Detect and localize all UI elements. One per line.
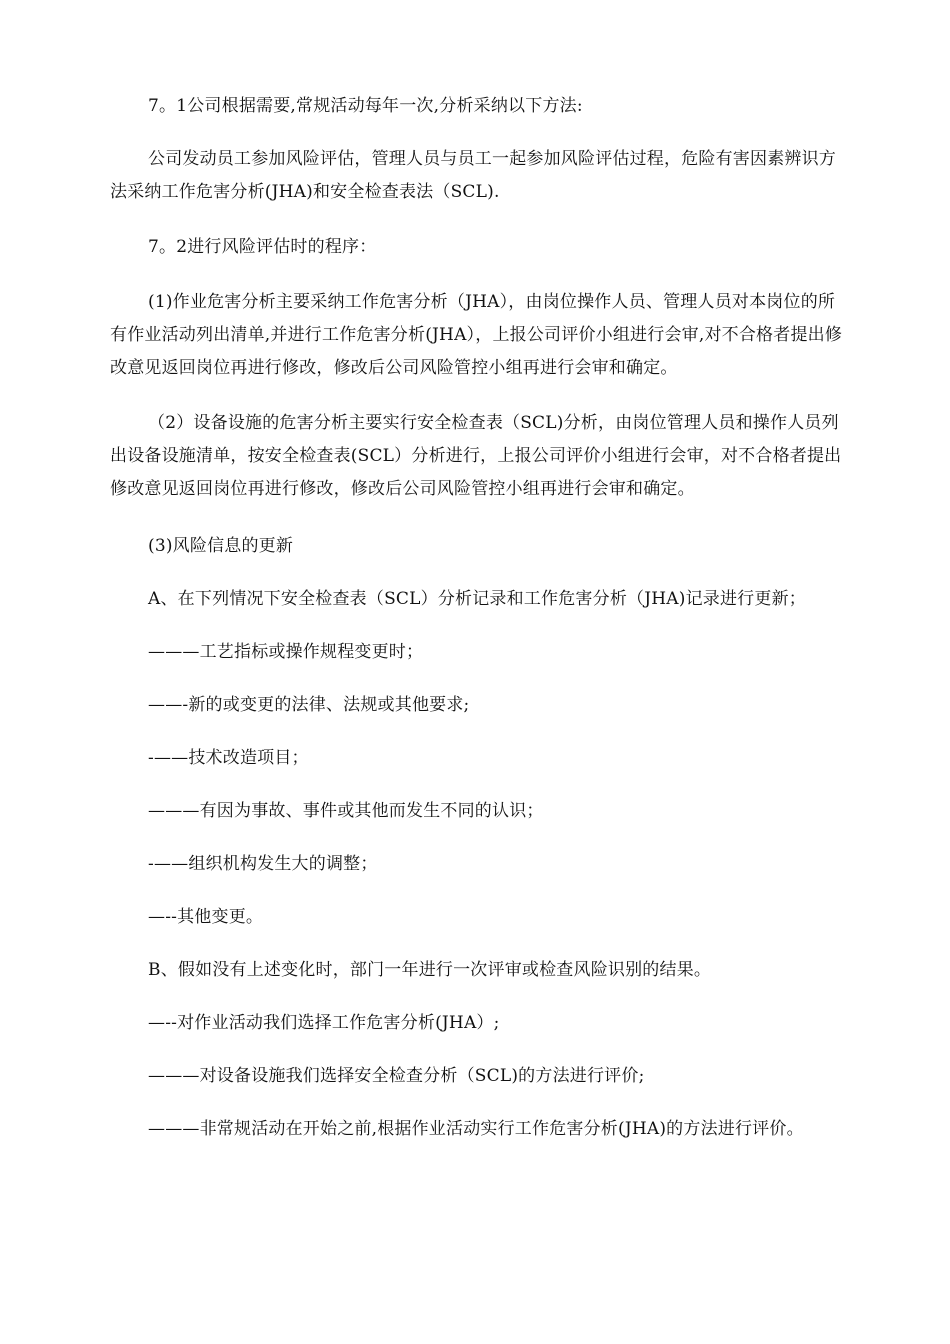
- list-item: -——组织机构发生大的调整；: [148, 854, 378, 874]
- method-paragraph: 公司发动员工参加风险评估，管理人员与员工一起参加风险评估过程，危险有害因素辨识方法采纳工作危害分析(JHA)和安全检查表法（SCL).: [110, 149, 836, 202]
- section-7-2-heading: 7。2进行风险评估时的程序：: [148, 237, 377, 257]
- list-item: —--其他变更。: [148, 907, 264, 927]
- document-page: [110, 90, 850, 1146]
- item-3-heading: (3)风险信息的更新: [148, 536, 294, 556]
- section-7-1-heading: 7。1公司根据需要,常规活动每年一次,分析采纳以下方法:: [148, 96, 583, 116]
- item-2-paragraph: （2）设备设施的危害分析主要实行安全检查表（SCL)分析，由岗位管理人员和操作人员列出设备设施清单，按安全检查表(SCL）分析进行，上报公司评价小组进行会审，对不合格者提出修改意见返回岗位再进行修改，修改后公司风险管控小组再进行会审和确定。: [110, 413, 842, 499]
- list-item: —--对作业活动我们选择工作危害分析(JHA）;: [148, 1013, 500, 1033]
- review-paragraph-b: B、假如没有上述变化时，部门一年进行一次评审或检查风险识别的结果。: [148, 960, 712, 980]
- item-1-paragraph: (1)作业危害分析主要采纳工作危害分析（JHA），由岗位操作人员、管理人员对本岗位的所有作业活动列出清单,并进行工作危害分析(JHA），上报公司评价小组进行会审,对不合格者提出修改意见返回岗位再进行修改，修改后公司风险管控小组再进行会审和确定。: [110, 292, 843, 378]
- list-item: ———工艺指标或操作规程变更时；: [148, 642, 424, 662]
- list-item: -——技术改造项目；: [148, 748, 309, 768]
- update-conditions-a: A、在下列情况下安全检查表（SCL）分析记录和工作危害分析（JHA)记录进行更新；: [148, 589, 806, 609]
- list-item: ———有因为事故、事件或其他而发生不同的认识；: [148, 801, 544, 821]
- list-item: ———非常规活动在开始之前,根据作业活动实行工作危害分析(JHA)的方法进行评价。: [148, 1119, 804, 1139]
- list-item: ———对设备设施我们选择安全检查分析（SCL)的方法进行评价;: [148, 1066, 645, 1086]
- list-item: ——-新的或变更的法律、法规或其他要求;: [148, 695, 470, 715]
